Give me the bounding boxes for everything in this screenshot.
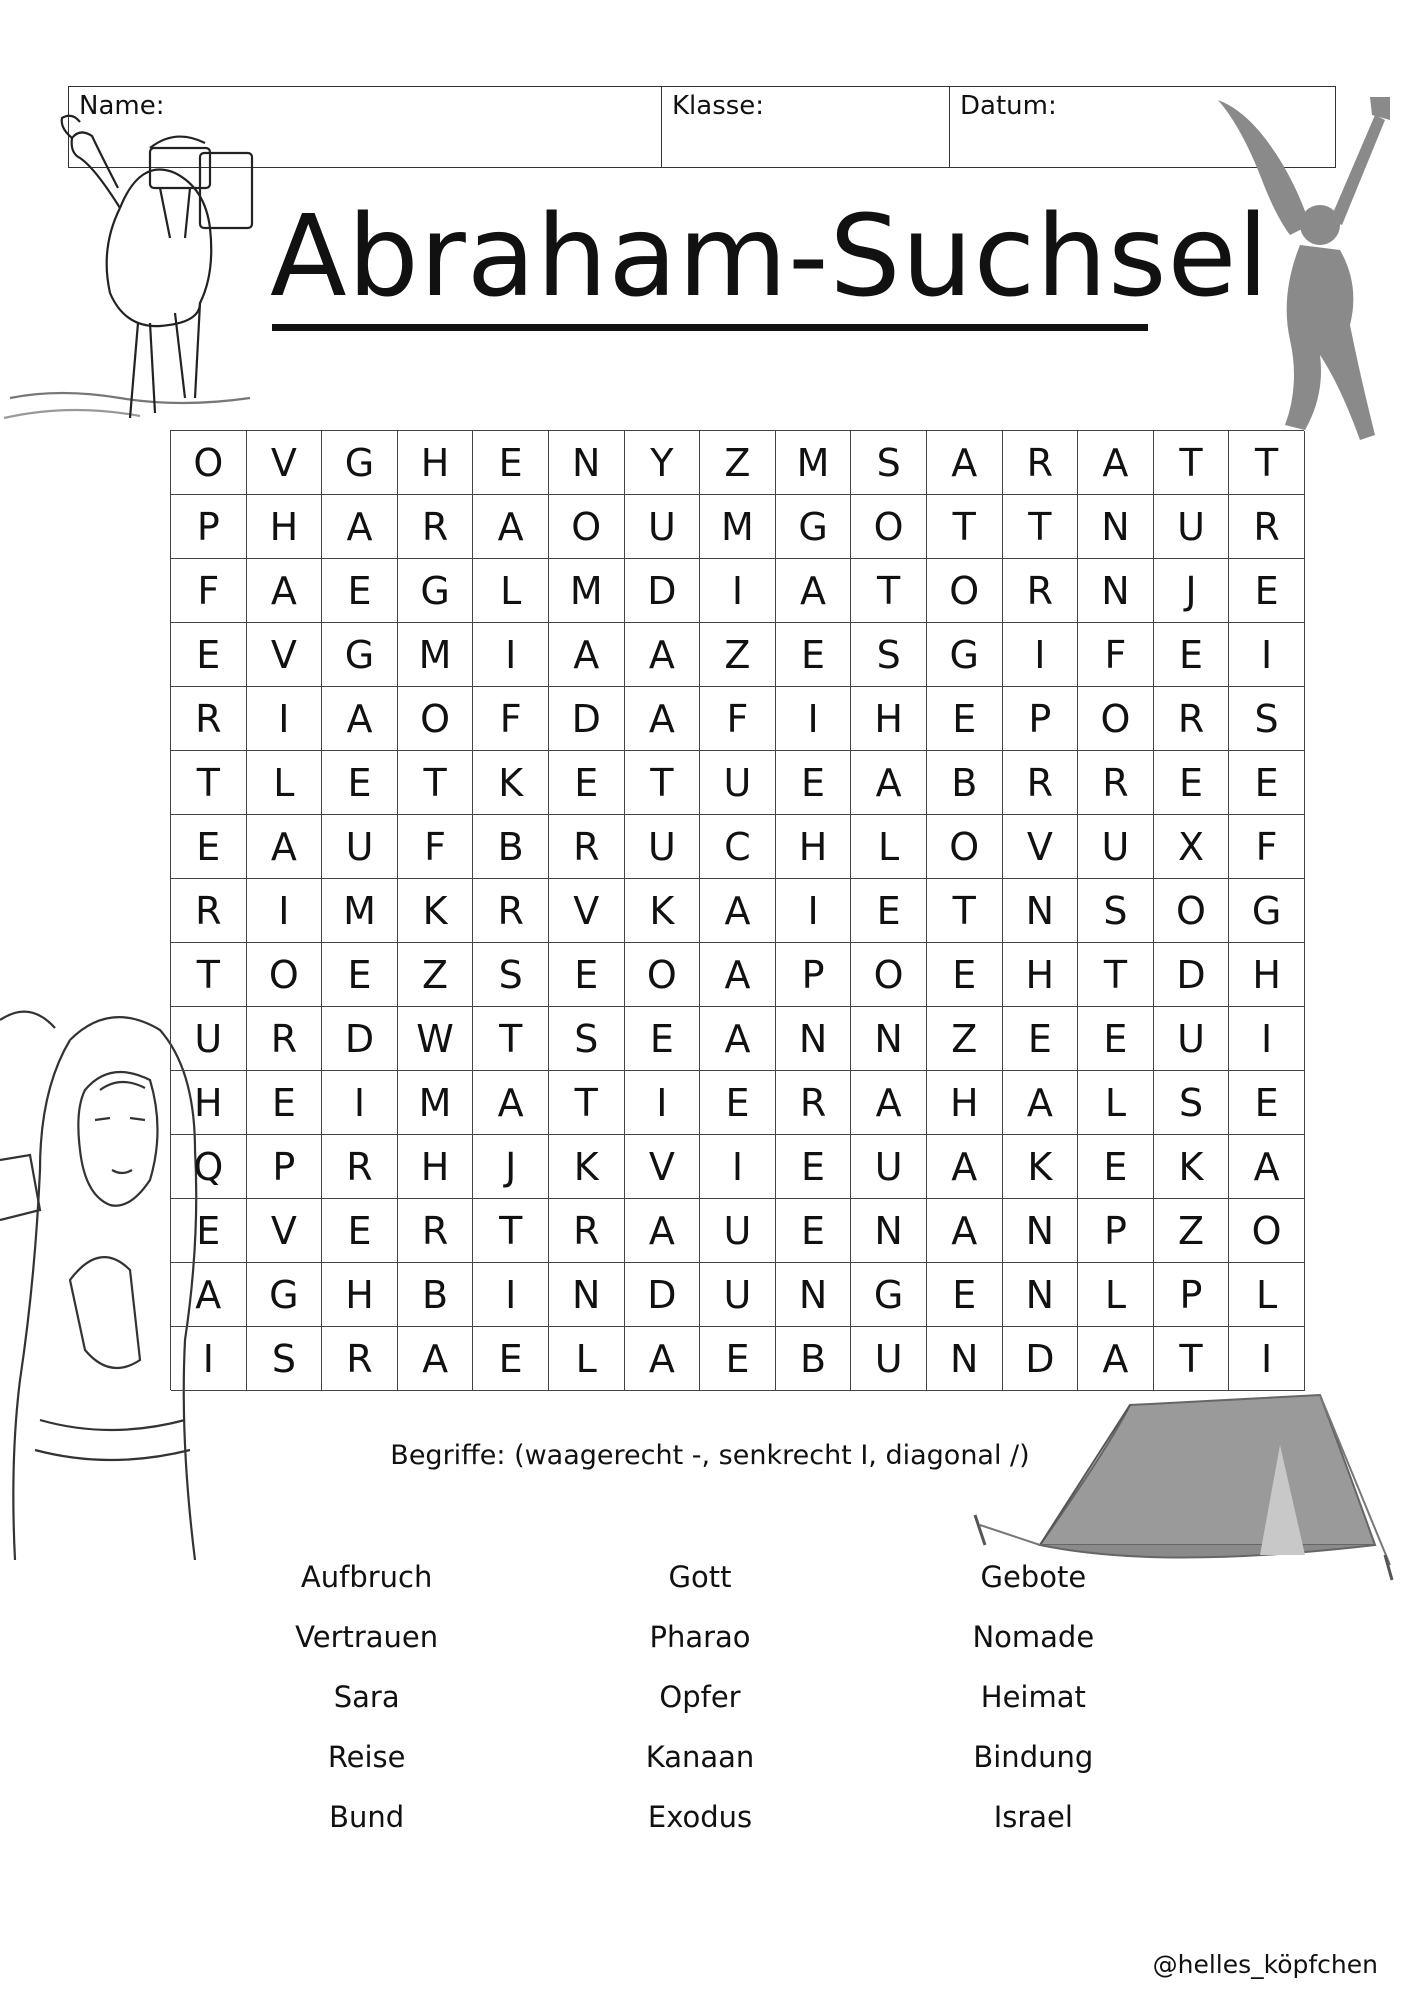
page-title: Abraham-Suchsel [270,192,1270,322]
grid-cell[interactable]: E [927,687,1003,751]
grid-cell[interactable]: U [700,1199,776,1263]
grid-cell[interactable]: A [322,687,398,751]
grid-cell[interactable]: X [1154,815,1230,879]
tent-illustration [960,1385,1400,1585]
grid-cell[interactable]: T [851,559,927,623]
grid-cell[interactable]: Q [171,1135,247,1199]
grid-cell[interactable]: S [549,1007,625,1071]
grid-cell[interactable]: H [398,1135,474,1199]
grid-cell[interactable]: R [1003,751,1079,815]
word-list [200,1560,1200,1860]
grid-cell[interactable]: F [171,559,247,623]
grid-cell[interactable]: A [473,1071,549,1135]
grid-cell[interactable]: B [473,815,549,879]
grid-cell[interactable]: S [473,943,549,1007]
grid-cell[interactable]: R [398,1199,474,1263]
grid-cell[interactable]: V [247,623,323,687]
grid-cell[interactable]: K [1154,1135,1230,1199]
word-list-item: Bund [329,1800,405,1834]
word-list-item: Sara [333,1680,400,1714]
grid-cell[interactable]: I [322,1071,398,1135]
grid-cell[interactable]: O [247,943,323,1007]
grid-cell[interactable]: I [1229,1007,1305,1071]
grid-cell[interactable]: E [1154,623,1230,687]
grid-cell[interactable]: D [625,559,701,623]
word-list-item: Pharao [649,1620,751,1654]
grid-cell[interactable]: N [851,1007,927,1071]
camel-illustration [0,98,270,428]
grid-cell[interactable]: A [398,1327,474,1391]
grid-cell[interactable]: B [398,1263,474,1327]
grid-cell[interactable]: F [1229,815,1305,879]
grid-cell[interactable]: E [549,943,625,1007]
grid-cell[interactable]: E [171,815,247,879]
grid-cell[interactable]: I [473,1263,549,1327]
grid-cell[interactable]: O [398,687,474,751]
word-list-item: Heimat [980,1680,1086,1714]
grid-cell[interactable]: S [1229,687,1305,751]
grid-cell[interactable]: P [1154,1263,1230,1327]
grid-cell[interactable]: E [1229,1071,1305,1135]
grid-cell[interactable]: E [776,1135,852,1199]
grid-cell[interactable]: U [851,1327,927,1391]
grid-cell[interactable]: S [851,431,927,495]
grid-cell[interactable]: N [1078,495,1154,559]
grid-cell[interactable]: V [1003,815,1079,879]
grid-cell[interactable]: H [776,815,852,879]
grid-cell[interactable]: T [1229,431,1305,495]
grid-cell[interactable]: O [851,943,927,1007]
grid-cell[interactable]: N [776,1263,852,1327]
grid-cell[interactable]: G [851,1263,927,1327]
grid-cell[interactable]: I [700,559,776,623]
grid-cell[interactable]: K [398,879,474,943]
grid-cell[interactable]: P [1078,1199,1154,1263]
grid-cell[interactable]: P [776,943,852,1007]
grid-cell[interactable]: Z [398,943,474,1007]
grid-cell[interactable]: T [927,495,1003,559]
grid-cell[interactable]: A [625,623,701,687]
grid-cell[interactable]: E [322,559,398,623]
grid-cell[interactable]: T [171,943,247,1007]
grid-cell[interactable]: E [473,431,549,495]
grid-cell[interactable]: E [322,943,398,1007]
grid-cell[interactable]: E [1229,751,1305,815]
grid-cell[interactable]: A [625,687,701,751]
name-label: Name: [79,91,165,121]
grid-cell[interactable]: O [1229,1199,1305,1263]
grid-cell[interactable]: R [549,1199,625,1263]
grid-cell[interactable]: D [1003,1327,1079,1391]
grid-cell[interactable]: V [549,879,625,943]
grid-cell[interactable]: B [927,751,1003,815]
word-list-item: Nomade [972,1620,1095,1654]
grid-cell[interactable]: E [171,623,247,687]
grid-cell[interactable]: L [549,1327,625,1391]
grid-cell[interactable]: N [1003,1263,1079,1327]
grid-cell[interactable]: N [1003,879,1079,943]
grid-cell[interactable]: I [625,1071,701,1135]
instructions-text: Begriffe: (waagerecht -, senkrecht I, diagonal /) [390,1440,1030,1471]
grid-cell[interactable]: E [1078,1135,1154,1199]
grid-cell[interactable]: E [322,1199,398,1263]
grid-cell[interactable]: Z [700,431,776,495]
grid-cell[interactable]: F [700,687,776,751]
grid-cell[interactable]: I [700,1135,776,1199]
grid-cell[interactable]: A [247,559,323,623]
grid-cell[interactable]: A [1003,1071,1079,1135]
grid-cell[interactable]: V [625,1135,701,1199]
grid-cell[interactable]: U [700,1263,776,1327]
grid-cell[interactable]: E [247,1071,323,1135]
word-list-item: Aufbruch [300,1560,433,1594]
grid-cell[interactable]: C [700,815,776,879]
grid-cell[interactable]: E [776,1199,852,1263]
word-list-item: Opfer [659,1680,741,1714]
grid-cell[interactable]: A [700,1007,776,1071]
grid-cell[interactable]: U [1154,495,1230,559]
grid-cell[interactable]: E [776,623,852,687]
grid-cell[interactable]: K [473,751,549,815]
grid-cell[interactable]: I [171,1327,247,1391]
grid-cell[interactable]: R [1078,751,1154,815]
grid-cell[interactable]: D [322,1007,398,1071]
grid-cell[interactable]: E [473,1327,549,1391]
grid-cell[interactable]: A [625,1327,701,1391]
grid-cell[interactable]: G [322,431,398,495]
grid-cell[interactable]: E [171,1199,247,1263]
grid-cell[interactable]: T [1154,1327,1230,1391]
grid-cell[interactable]: Z [700,623,776,687]
grid-cell[interactable]: S [851,623,927,687]
grid-cell[interactable]: U [700,751,776,815]
grid-cell[interactable]: A [927,431,1003,495]
grid-cell[interactable]: T [1003,495,1079,559]
grid-cell[interactable]: J [1154,559,1230,623]
grid-cell[interactable]: U [625,495,701,559]
grid-cell[interactable]: N [549,1263,625,1327]
grid-cell[interactable]: A [1078,1327,1154,1391]
grid-cell[interactable]: F [398,815,474,879]
word-list-item: Reise [327,1740,406,1774]
grid-cell[interactable]: H [398,431,474,495]
grid-cell[interactable]: I [1229,623,1305,687]
grid-cell[interactable]: N [1078,559,1154,623]
grid-cell[interactable]: L [1078,1071,1154,1135]
grid-cell[interactable]: A [700,879,776,943]
grid-cell[interactable]: I [776,687,852,751]
grid-cell[interactable]: R [1229,495,1305,559]
grid-cell[interactable]: T [398,751,474,815]
grid-cell[interactable]: H [322,1263,398,1327]
grid-cell[interactable]: E [1229,559,1305,623]
grid-cell[interactable]: N [927,1327,1003,1391]
grid-cell[interactable]: E [322,751,398,815]
grid-cell[interactable]: M [322,879,398,943]
grid-cell[interactable]: G [776,495,852,559]
grid-cell[interactable]: D [1154,943,1230,1007]
word-search-grid [170,430,1304,1390]
grid-cell[interactable]: A [1229,1135,1305,1199]
word-list-item: Kanaan [645,1740,755,1774]
grid-cell[interactable]: E [549,751,625,815]
grid-cell[interactable]: H [171,1071,247,1135]
grid-cell[interactable]: M [776,431,852,495]
grid-cell[interactable]: P [171,495,247,559]
grid-cell[interactable]: A [247,815,323,879]
grid-cell[interactable]: O [851,495,927,559]
grid-cell[interactable]: R [1003,559,1079,623]
grid-cell[interactable]: R [1003,431,1079,495]
grid-cell[interactable]: O [625,943,701,1007]
grid-cell[interactable]: D [625,1263,701,1327]
grid-cell[interactable]: H [1003,943,1079,1007]
grid-cell[interactable]: I [473,623,549,687]
grid-cell[interactable]: D [549,687,625,751]
grid-cell[interactable]: V [247,1199,323,1263]
grid-cell[interactable]: A [549,623,625,687]
grid-cell[interactable]: P [1003,687,1079,751]
grid-cell[interactable]: A [700,943,776,1007]
datum-label: Datum: [960,91,1057,121]
grid-cell[interactable]: A [776,559,852,623]
grid-cell[interactable]: H [247,495,323,559]
title-underline [272,324,1148,331]
grid-cell[interactable]: A [473,495,549,559]
grid-cell[interactable]: F [1078,623,1154,687]
grid-cell[interactable]: A [322,495,398,559]
grid-cell[interactable]: S [247,1327,323,1391]
grid-cell[interactable]: I [247,879,323,943]
grid-cell[interactable]: S [1154,1071,1230,1135]
grid-cell[interactable]: H [927,1071,1003,1135]
grid-cell[interactable]: U [625,815,701,879]
grid-cell[interactable]: K [625,879,701,943]
grid-cell[interactable]: E [625,1007,701,1071]
grid-cell[interactable]: A [927,1199,1003,1263]
grid-cell[interactable]: E [776,751,852,815]
grid-cell[interactable]: E [927,1263,1003,1327]
grid-cell[interactable]: R [776,1071,852,1135]
grid-cell[interactable]: G [247,1263,323,1327]
grid-cell[interactable]: I [1003,623,1079,687]
grid-cell[interactable]: V [247,431,323,495]
author-handle: @helles_köpfchen [1152,1950,1378,1979]
grid-cell[interactable]: L [1078,1263,1154,1327]
grid-cell[interactable]: U [1078,815,1154,879]
grid-cell[interactable]: M [549,559,625,623]
grid-cell[interactable]: I [1229,1327,1305,1391]
grid-cell[interactable]: B [776,1327,852,1391]
grid-cell[interactable]: F [473,687,549,751]
grid-cell[interactable]: G [398,559,474,623]
grid-cell[interactable]: O [927,815,1003,879]
grid-cell[interactable]: E [1078,1007,1154,1071]
grid-cell[interactable]: R [322,1135,398,1199]
word-list-item: Gott [668,1560,732,1594]
grid-cell[interactable]: K [549,1135,625,1199]
grid-cell[interactable]: E [1154,751,1230,815]
grid-cell[interactable]: T [1078,943,1154,1007]
grid-cell[interactable]: G [1229,879,1305,943]
grid-cell[interactable]: I [776,879,852,943]
grid-cell[interactable]: U [1154,1007,1230,1071]
grid-cell[interactable]: U [322,815,398,879]
grid-cell[interactable]: A [927,1135,1003,1199]
grid-cell[interactable]: T [625,751,701,815]
grid-cell[interactable]: O [549,495,625,559]
grid-cell[interactable]: N [549,431,625,495]
grid-cell[interactable]: R [171,687,247,751]
grid-cell[interactable]: N [776,1007,852,1071]
grid-cell[interactable]: T [1154,431,1230,495]
grid-cell[interactable]: N [1003,1199,1079,1263]
grid-cell[interactable]: L [473,559,549,623]
grid-cell[interactable]: P [247,1135,323,1199]
grid-cell[interactable]: R [473,879,549,943]
grid-cell[interactable]: R [322,1327,398,1391]
grid-cell[interactable]: T [549,1071,625,1135]
grid-cell[interactable]: M [398,623,474,687]
grid-cell[interactable]: Y [625,431,701,495]
grid-cell[interactable]: A [1078,431,1154,495]
grid-cell[interactable]: M [700,495,776,559]
grid-cell[interactable]: R [549,815,625,879]
grid-cell[interactable]: O [171,431,247,495]
grid-cell[interactable]: R [1154,687,1230,751]
grid-cell[interactable]: R [398,495,474,559]
grid-cell[interactable]: O [927,559,1003,623]
word-list-item: Vertrauen [295,1620,439,1654]
word-list-item: Israel [993,1800,1073,1834]
grid-cell[interactable]: G [322,623,398,687]
grid-cell[interactable]: T [171,751,247,815]
grid-cell[interactable]: H [1229,943,1305,1007]
grid-cell[interactable]: R [247,1007,323,1071]
word-list-item: Bindung [973,1740,1094,1774]
grid-cell[interactable]: Z [927,1007,1003,1071]
grid-cell[interactable]: L [851,815,927,879]
grid-cell[interactable]: E [1003,1007,1079,1071]
grid-cell[interactable]: E [700,1327,776,1391]
klasse-label: Klasse: [672,91,765,121]
klasse-field[interactable] [661,87,949,167]
grid-cell[interactable]: A [625,1199,701,1263]
grid-cell[interactable]: I [247,687,323,751]
grid-cell[interactable]: J [473,1135,549,1199]
grid-cell[interactable]: L [1229,1263,1305,1327]
grid-cell[interactable]: T [473,1007,549,1071]
grid-cell[interactable]: G [927,623,1003,687]
grid-cell[interactable]: O [1078,687,1154,751]
grid-cell[interactable]: M [398,1071,474,1135]
grid-cell[interactable]: U [851,1135,927,1199]
word-list-item: Exodus [647,1800,753,1834]
grid-cell[interactable]: H [851,687,927,751]
grid-cell[interactable]: U [171,1007,247,1071]
grid-cell[interactable]: Z [1154,1199,1230,1263]
grid-cell[interactable]: K [1003,1135,1079,1199]
grid-cell[interactable]: W [398,1007,474,1071]
grid-cell[interactable]: N [851,1199,927,1263]
grid-cell[interactable]: O [1154,879,1230,943]
grid-cell[interactable]: A [851,751,927,815]
grid-cell[interactable]: A [851,1071,927,1135]
grid-cell[interactable]: T [927,879,1003,943]
grid-cell[interactable]: A [171,1263,247,1327]
grid-cell[interactable]: E [851,879,927,943]
grid-cell[interactable]: R [171,879,247,943]
grid-cell[interactable]: S [1078,879,1154,943]
word-list-item: Gebote [980,1560,1087,1594]
grid-cell[interactable]: E [700,1071,776,1135]
grid-cell[interactable]: T [473,1199,549,1263]
grid-cell[interactable]: L [247,751,323,815]
grid-cell[interactable]: E [927,943,1003,1007]
